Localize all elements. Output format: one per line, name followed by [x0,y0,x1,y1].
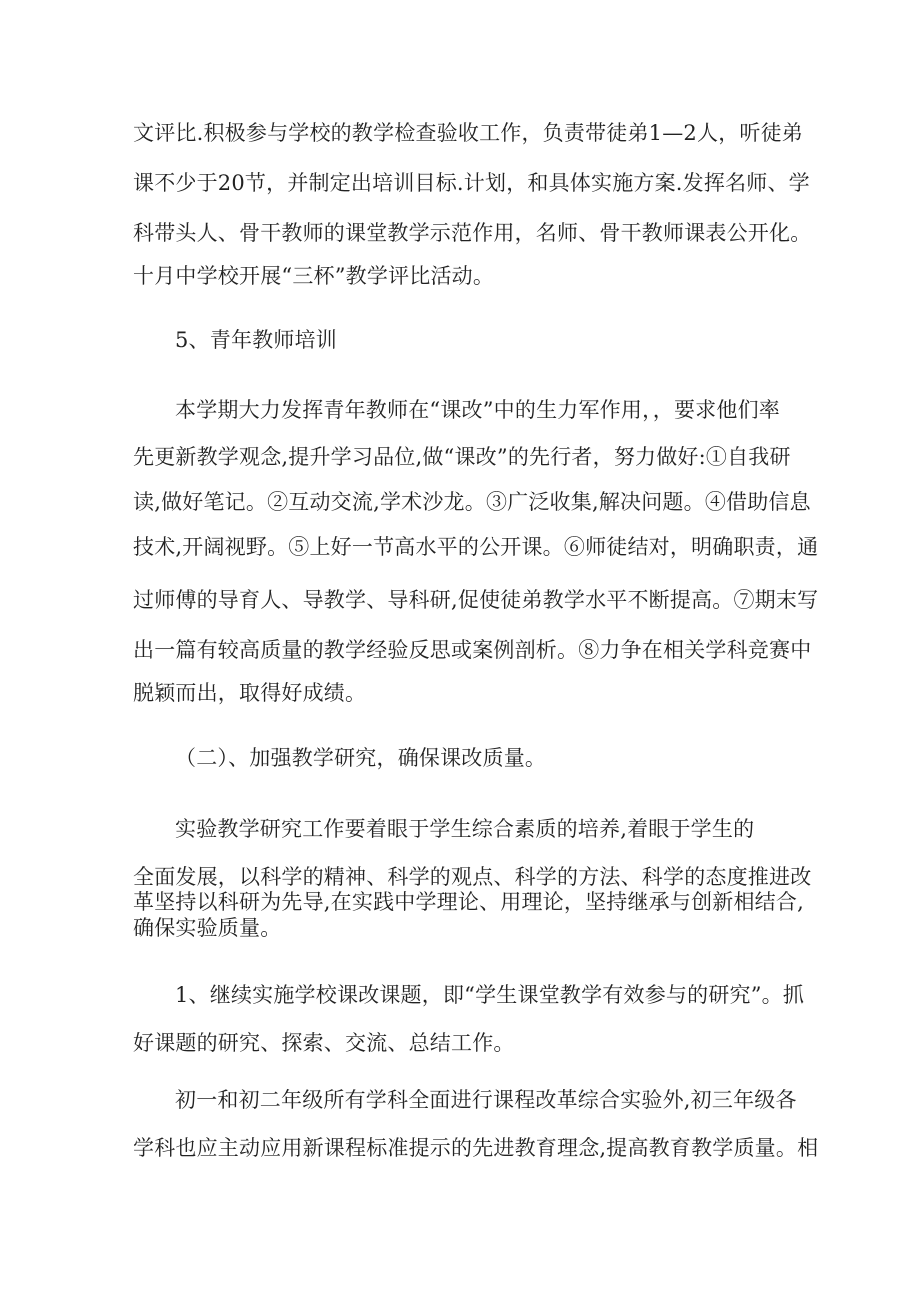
text-line: 课不少于20节，并制定出培训目标.计划，和具体实施方案.发挥名师、学 [133,171,810,195]
text-line: 技术,开阔视野。⑤上好一节高水平的公开课。⑥师徒结对，明确职责，通 [133,535,819,559]
text-line: 好课题的研究、探索、交流、总结工作。 [133,1031,515,1055]
section-heading: （二）、加强教学研究，确保课改质量。 [175,746,547,770]
text-line: 确保实验质量。 [133,916,282,940]
section-heading: 5、青年教师培训 [175,328,337,352]
text-line: 脱颖而出，取得好成绩。 [133,681,367,705]
text-line: 学科也应主动应用新课程标准提示的先进教育理念,提高教育教学质量。相 [133,1136,819,1160]
text-line: 全面发展，以科学的精神、科学的观点、科学的方法、科学的态度推进改 [133,865,812,889]
text-line: 革坚持以科研为先导,在实践中学理论、用理论，坚持继承与创新相结合, [133,890,804,914]
text-line: 先更新教学观念,提升学习品位,做“课改”的先行者，努力做好:①自我研 [133,445,791,469]
text-line: 初一和初二年级所有学科全面进行课程改革综合实验外,初三年级各 [175,1088,797,1112]
text-line: 1、继续实施学校课改课题，即“学生课堂教学有效参与的研究”。抓 [175,983,805,1007]
text-line: 读,做好笔记。②互动交流,学术沙龙。③广泛收集,解决问题。④借助信息 [133,490,811,514]
text-line: 科带头人、骨干教师的课堂教学示范作用，名师、骨干教师课表公开化。 [133,221,812,245]
text-line: 出一篇有较高质量的教学经验反思或案例剖析。⑧力争在相关学科竞赛中 [133,638,812,662]
text-line: 十月中学校开展“三杯”教学评比活动。 [133,264,495,288]
text-line: 过师傅的导育人、导教学、导科研,促使徒弟教学水平不断提高。⑦期末写 [133,588,819,612]
text-line: 本学期大力发挥青年教师在“课改”中的生力军作用，，要求他们率 [175,398,780,422]
text-line: 实验教学研究工作要着眼于学生综合素质的培养,着眼于学生的 [175,817,755,841]
text-line: 文评比.积极参与学校的教学检查验收工作，负责带徒弟1—2人，听徒弟 [133,121,803,145]
